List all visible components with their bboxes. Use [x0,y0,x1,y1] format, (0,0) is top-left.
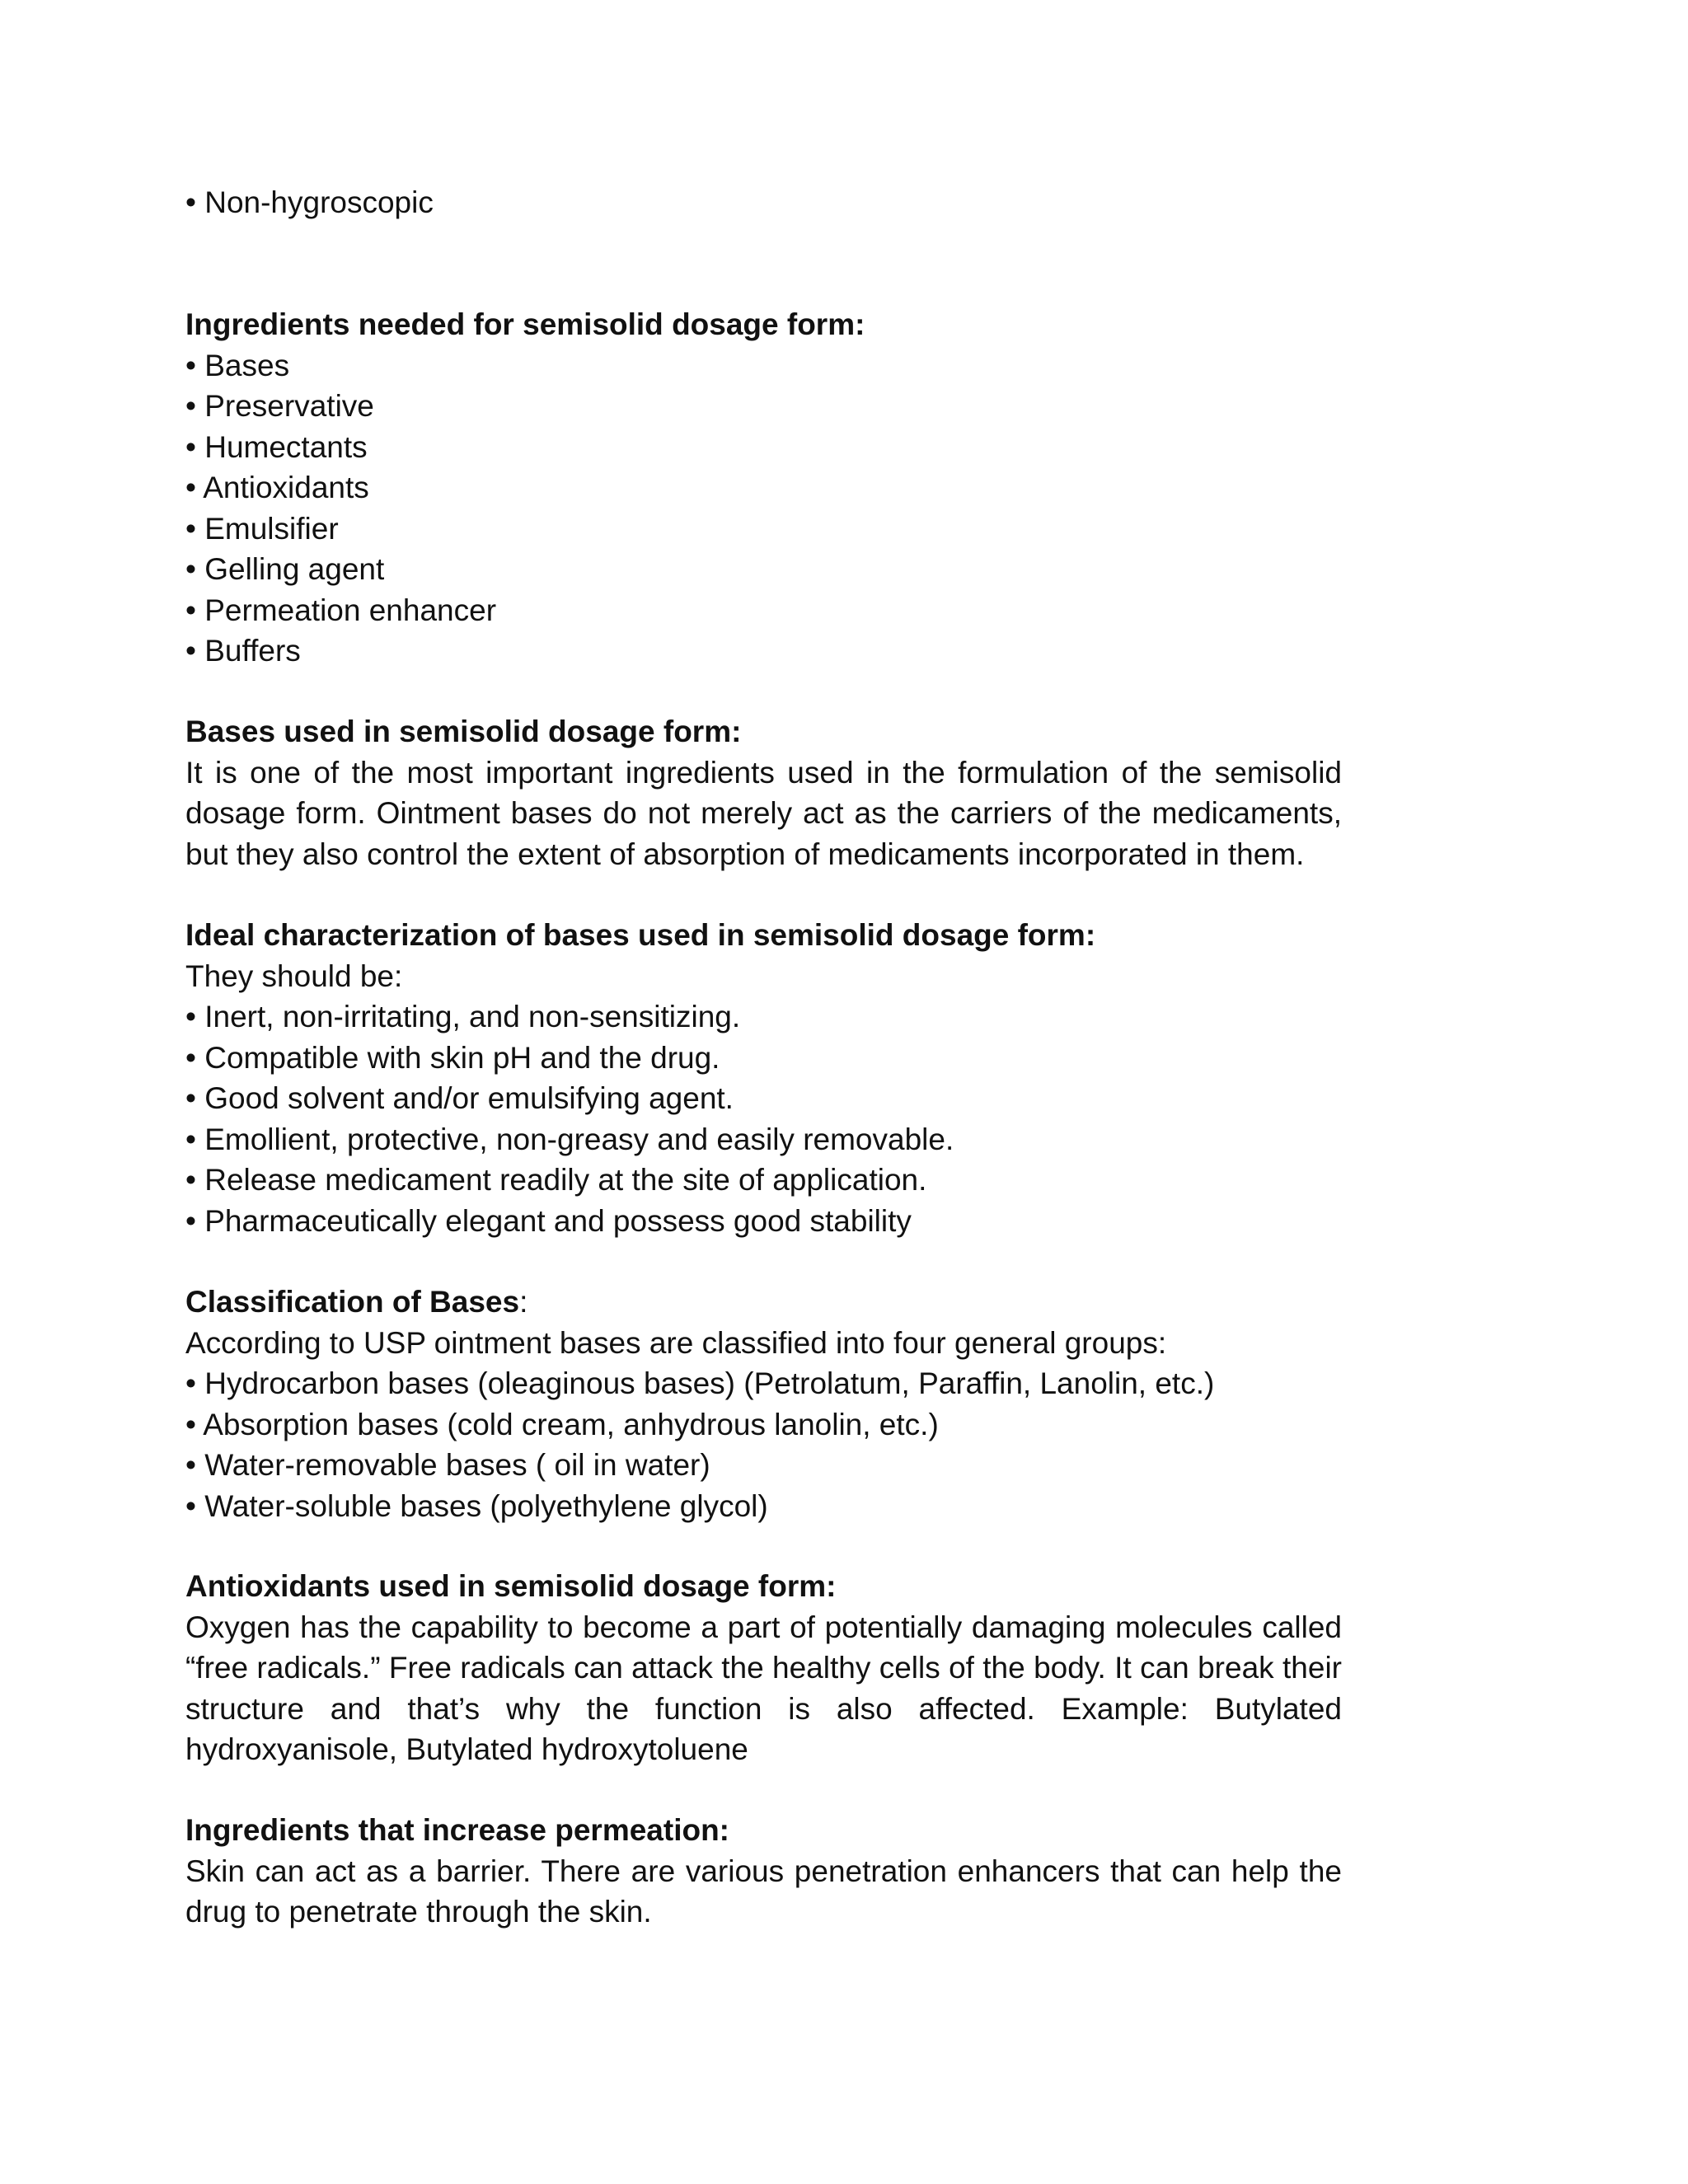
list-item: • Gelling agent [185,552,385,586]
section-heading-colon: : [519,1285,528,1319]
list-item: • Buffers [185,634,301,668]
list-item: • Bases [185,348,290,382]
permeation-section [185,1810,1342,1933]
list-item: • Emulsifier [185,511,339,546]
list-item: • Permeation enhancer [185,593,497,627]
section-intro: According to USP ointment bases are classified into four general groups: [185,1325,1167,1360]
list-item: • Humectants [185,429,368,464]
list-item: • Preservative [185,389,374,423]
section-heading: Ingredients needed for semisolid dosage form: [185,307,865,341]
section-paragraph: Skin can act as a barrier. There are various penetration enhancers that can help the drug to penetrate through the skin. [185,1854,1342,1929]
bases-section [185,711,1342,874]
section-heading: Ingredients that increase permeation: [185,1813,730,1847]
classification-section [185,1282,1342,1526]
section-heading: Bases used in semisolid dosage form: [185,715,742,748]
list-item: • Good solvent and/or emulsifying agent. [185,1081,734,1115]
list-item: • Non-hygroscopic [185,185,434,219]
ideal-characterization-section [185,915,1342,1241]
section-paragraph: It is one of the most important ingredients used in the formulation of the semisolid dosage form. Ointment bases do not merely act as the carriers of the medicaments, but they also control the extent of absorption of medicaments incorporated in them. [185,755,1342,871]
list-item: • Pharmaceutically elegant and possess good stability [185,1203,912,1238]
list-item: • Water-soluble bases (polyethylene glycol) [185,1488,768,1523]
section-intro: They should be: [185,958,403,993]
section-heading-text: Classification of Bases [185,1285,520,1319]
list-item: • Compatible with skin pH and the drug. [185,1040,720,1075]
ingredients-section [185,304,1342,672]
list-item: • Emollient, protective, non-greasy and easily removable. [185,1122,954,1156]
section-heading: Ideal characterization of bases used in semisolid dosage form: [185,918,1096,952]
section-heading: Antioxidants used in semisolid dosage form: [185,1569,837,1603]
list-item: • Water-removable bases ( oil in water) [185,1448,710,1482]
section-heading [185,1282,1342,1323]
list-item: • Antioxidants [185,471,369,504]
list-item: • Inert, non-irritating, and non-sensitizing. [185,1000,741,1033]
section-paragraph: Oxygen has the capability to become a part of potentially damaging molecules called “free radicals.” Free radicals can attack the healthy cells of the body. It can break their structure and that’s why the function is also affected. Example: Butylated hydroxyanisole, Butylated hydroxytoluene [185,1610,1342,1766]
list-item: • Hydrocarbon bases (oleaginous bases) (Petrolatum, Paraffin, Lanolin, etc.) [185,1366,1215,1400]
list-item: • Absorption bases (cold cream, anhydrous lanolin, etc.) [185,1407,939,1441]
list-item: • Release medicament readily at the site of application. [185,1163,927,1197]
antioxidants-section [185,1566,1342,1770]
